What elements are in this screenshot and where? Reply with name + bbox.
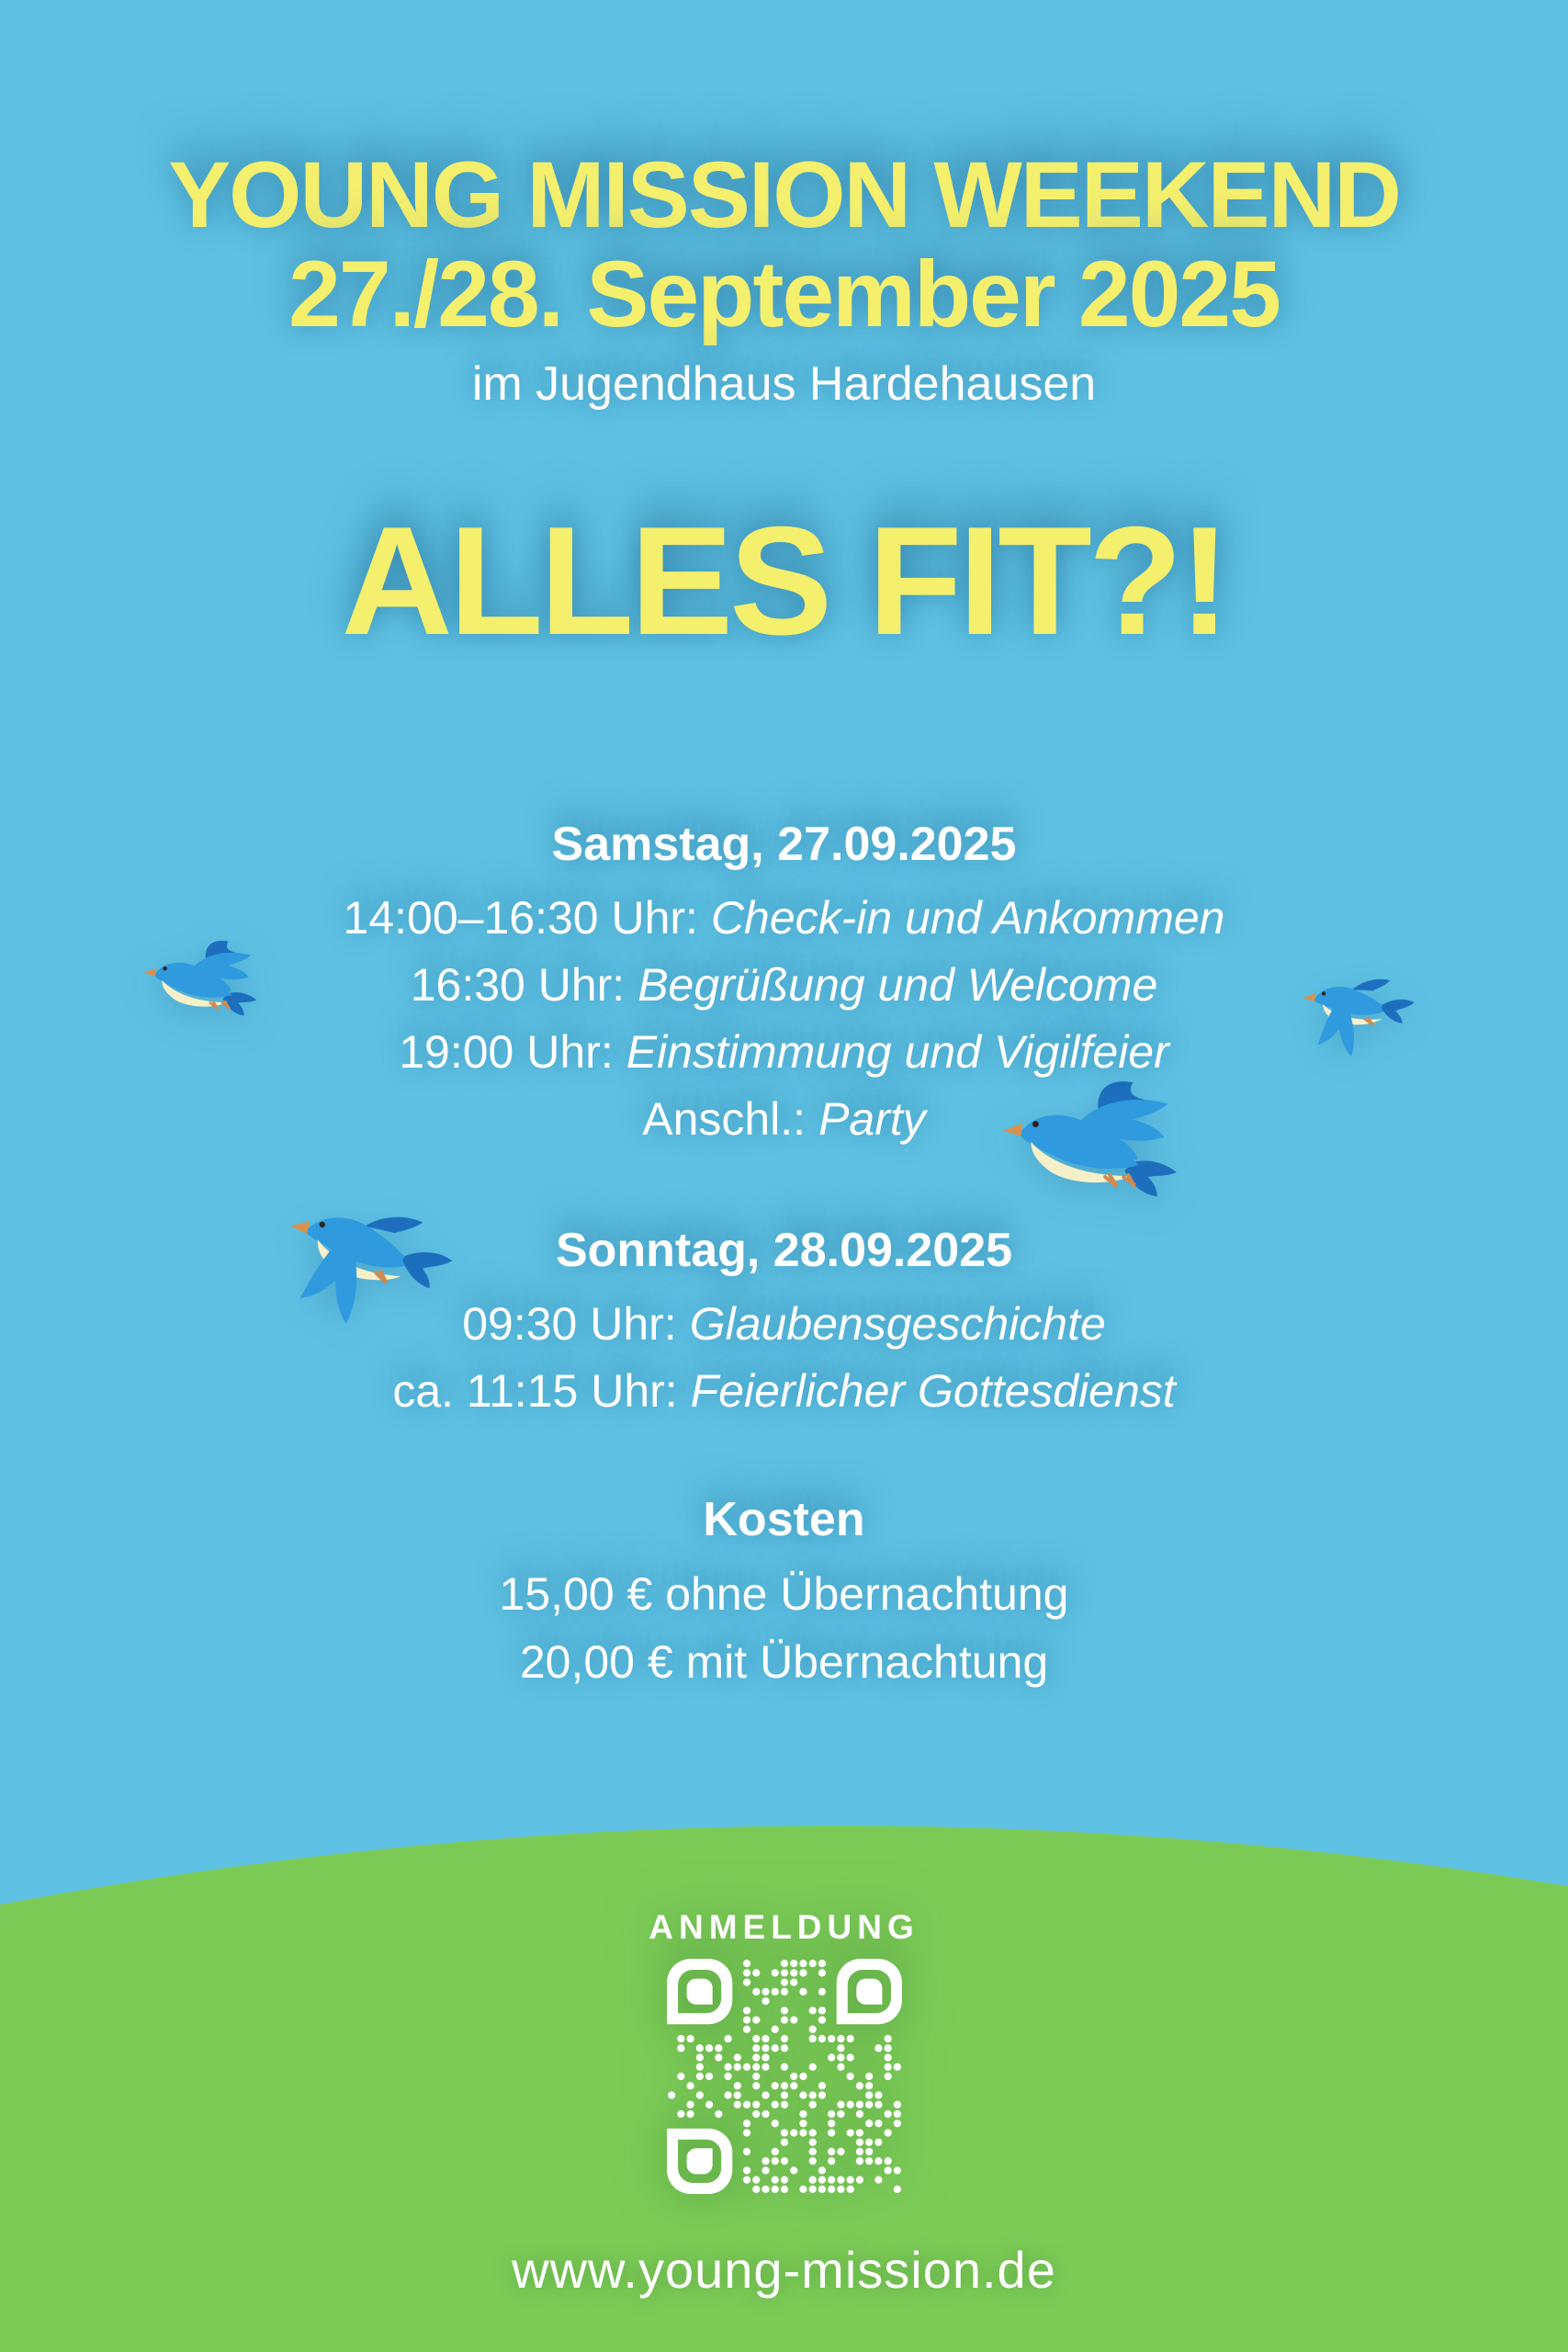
schedule-time: 09:30 Uhr: [462, 1298, 677, 1350]
schedule-row [0, 1358, 1568, 1425]
event-location: im Jugendhaus Hardehausen [471, 357, 1097, 411]
schedule-sunday [0, 1224, 1568, 1425]
schedule-activity: Einstimmung und Vigilfeier [626, 1026, 1169, 1078]
schedule-row [0, 1291, 1568, 1358]
qr-code-icon [667, 1959, 902, 2194]
saturday-heading: Samstag, 27.09.2025 [551, 818, 1017, 871]
website-url: www.young-mission.de [512, 2241, 1056, 2299]
schedule-activity: Check-in und Ankommen [710, 892, 1225, 944]
event-title-line1: YOUNG MISSION WEEKEND [168, 142, 1400, 247]
registration-block [0, 1909, 1568, 2194]
schedule-time: 16:30 Uhr: [410, 959, 626, 1011]
schedule-activity: Begrüßung und Welcome [637, 959, 1158, 1011]
event-title-line2: 27./28. September 2025 [288, 242, 1280, 346]
schedule-time: 19:00 Uhr: [399, 1026, 614, 1078]
costs-line: 15,00 € ohne Übernachtung [499, 1568, 1069, 1620]
schedule-row [0, 885, 1568, 952]
headline-alles-fit: ALLES FIT?! [341, 494, 1227, 667]
schedule-activity: Party [818, 1093, 926, 1145]
schedule-activity: Feierlicher Gottesdienst [690, 1365, 1176, 1417]
costs-section [0, 1493, 1568, 1696]
registration-label: ANMELDUNG [649, 1908, 919, 1946]
schedule-row [0, 1019, 1568, 1086]
header [0, 142, 1568, 411]
sunday-heading: Sonntag, 28.09.2025 [555, 1224, 1013, 1277]
schedule-time: 14:00–16:30 Uhr: [343, 892, 698, 944]
schedule-activity: Glaubensgeschichte [689, 1298, 1106, 1350]
schedule-saturday [0, 820, 1568, 1153]
costs-line: 20,00 € mit Übernachtung [519, 1636, 1049, 1688]
schedule-time: Anschl.: [642, 1093, 807, 1145]
schedule-row [0, 1086, 1568, 1153]
schedule-row [0, 952, 1568, 1019]
costs-heading: Kosten [703, 1493, 865, 1546]
schedule-time: ca. 11:15 Uhr: [392, 1365, 678, 1417]
